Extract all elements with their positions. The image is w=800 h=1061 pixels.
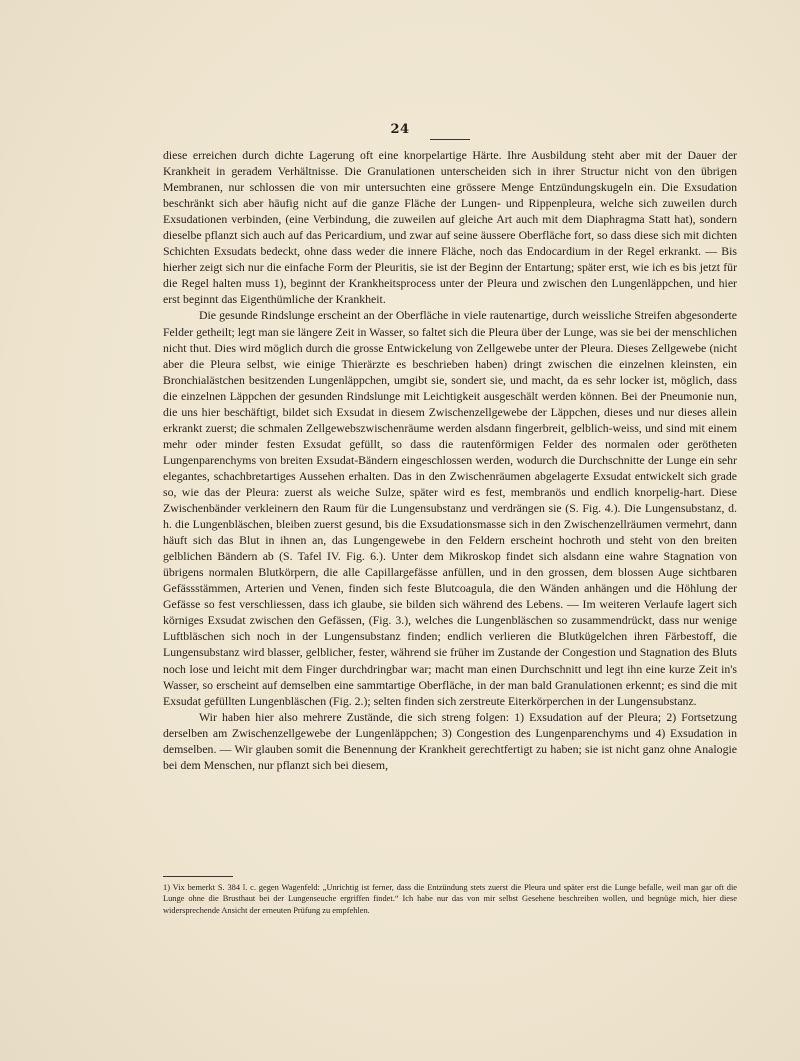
footnote-divider (163, 876, 233, 877)
footnote: 1) Vix bemerkt S. 384 l. c. gegen Wagenfeld: „Unrichtig ist ferner, dass die Entzündung stets zuerst die Pleura und später erst die Lunge befalle, weil man gar oft die Lunge ohne die Brusthaut bei der Lungenseuche ergriffen findet.“ Ich habe nur das von mir selbst Gesehene beschreiben wollen, und begnüge mich, hier diese widersprechende Ansicht der erneuten Prüfung zu empfehlen. (163, 883, 737, 915)
paragraph-3: Wir haben hier also mehrere Zustände, die sich streng folgen: 1) Exsudation auf der Pleura; 2) Fortsetzung derselben am Zwischenzellgewebe der Lungenläppchen; 3) Congestion des Lungenparenchyms und 4) Exsudation in demselben. — Wir glauben somit die Benennung der Krankheit gerechtfertigt zu haben; sie ist nicht ganz ohne Analogie bei dem Menschen, nur pflanzt sich bei diesem, (163, 709, 737, 772)
paragraph-2: Die gesunde Rindslunge erscheint an der Oberfläche in viele rautenartige, durch weissliche Streifen abgesonderte Felder getheilt; legt man sie längere Zeit in Wasser, so faltet sich die Pleura über der Lunge, was sie bei der menschlichen nicht thut. Dies wird möglich durch die grosse Entwickelung von Zellgewebe unter der Pleura. Dieses Zellgewebe (nicht aber die Pleura selbst, wie einige Thierärzte es beschrieben haben) dringt zwischen die einzelnen kleinsten, ein Bronchialästchen besitzenden Lungenläppchen, umgibt sie, sondert sie, und macht, da es sehr locker ist, möglich, dass die einzelnen Läppchen der gesunden Rindslunge mit Leichtigkeit ausgeschält werden können. Bei der Pneumonie nun, die uns hier beschäftigt, bildet sich Exsudat in diesem Zwischenzellgewebe der Läppchen, dieses und nur dieses allein erkrankt zuerst; die schmalen Zellgewebszwischenräume werden alsdann fingerbreit, gelblich-weiss, und sind mit einem mehr oder minder festen Exsudat gefüllt, so dass die rautenförmigen Felder des normalen oder gerötheten Lungenparenchyms von breiten Exsudat-Bändern eingeschlossen werden, wodurch die Durchschnitte der Lunge ein sehr elegantes, schachbretartiges Aussehen erhalten. Das in den Zwischenräumen abgelagerte Exsudat entwickelt sich grade so, wie das der Pleura: zuerst als weiche Sulze, später wird es fest, membranös und endlich knorpelig-hart. Diese Zwischenbänder verkleinern den Raum für die Lungensubstanz und verdrängen sie (S. Fig. 4.). Die Lungensubstanz, d. h. die Lungenbläschen, bleiben zuerst gesund, bis die Exsudationsmasse sich in den Zwischenzellräumen vermehrt, dann häuft sich das Blut in ihnen an, das Lungengewebe in den Feldern erscheint hochroth und steht von den breiten gelblichen Bändern ab (S. Tafel IV. Fig. 6.). Unter dem Mikroskop findet sich alsdann eine wahre Stagnation von übrigens normalen Blutkörpern, die alle Capillargefässe anfüllen, und in den grossen, dem blossen Auge sichtbaren Gefässstämmen, Arterien und Venen, finden sich feste Blutcoagula, die den Wänden anhängen und die Höhlung der Gefässe so fest verschliessen, dass ich glaube, sie bilden sich während des Lebens. — Im weiteren Verlaufe lagert sich körniges Exsudat zwischen den Gefässen, (Fig. 3.), welches die Lungenbläschen so zusammendrückt, dass nur wenige Luftbläschen sich noch in der Lungensubstanz finden; endlich verlieren die Blutkügelchen ihren Färbestoff, die Lungensubstanz wird blasser, gelblicher, fester, während sie früher im Zustande der Congestion und Stagnation des Bluts noch lose und leicht mit dem Finger durchdringbar war; macht man einen Durchschnitt und legt ihn eine kurze Zeit in's Wasser, so erscheint auf demselben eine sammtartige Oberfläche, in der man bald Granulationen erkennt; es sind die mit Exsudat gefüllten Lungenbläschen (Fig. 2.); selten finden sich zerstreute Eiterkörperchen in der Lungensubstanz. (163, 308, 737, 708)
page-number-underline (430, 139, 470, 140)
body-text (163, 147, 737, 773)
paragraph-1: diese erreichen durch dichte Lagerung oft eine knorpelartige Härte. Ihre Ausbildung steht aber mit der Dauer der Krankheit in geradem Verhältnisse. Die Granulationen unterscheiden sich in ihrer Structur nicht von den übrigen Membranen, nur schlossen die von mir untersuchten eine grössere Menge Entzündungskugeln ein. Die Exsudation beschränkt sich aber häufig nicht auf die ganze Fläche der Lungen- und Rippenpleura, welche sich zuweilen durch Exsudationen verbinden, (eine Verbindung, die zuweilen auf gleiche Art auch mit dem Diaphragma Statt hat), sondern dieselbe pflanzt sich auch auf das Pericardium, und zwar auf seine äussere Oberfläche fort, so dass diese sich mit dichten Schichten Exsudats bedeckt, ohne dass weder die innere Fläche, noch das Endocardium in der Regel erkrankt. — Bis hierher zeigt sich nur die einfache Form der Pleuritis, sie ist der Beginn der Entartung; später erst, wie ich es bis jetzt für die Regel halten muss 1), beginnt der Krankheitsprocess unter der Pleura und zwischen den Lungenläppchen, und hier erst beginnt das Eigenthümliche der Krankheit. (163, 148, 737, 307)
page-number: 24 (390, 122, 410, 137)
